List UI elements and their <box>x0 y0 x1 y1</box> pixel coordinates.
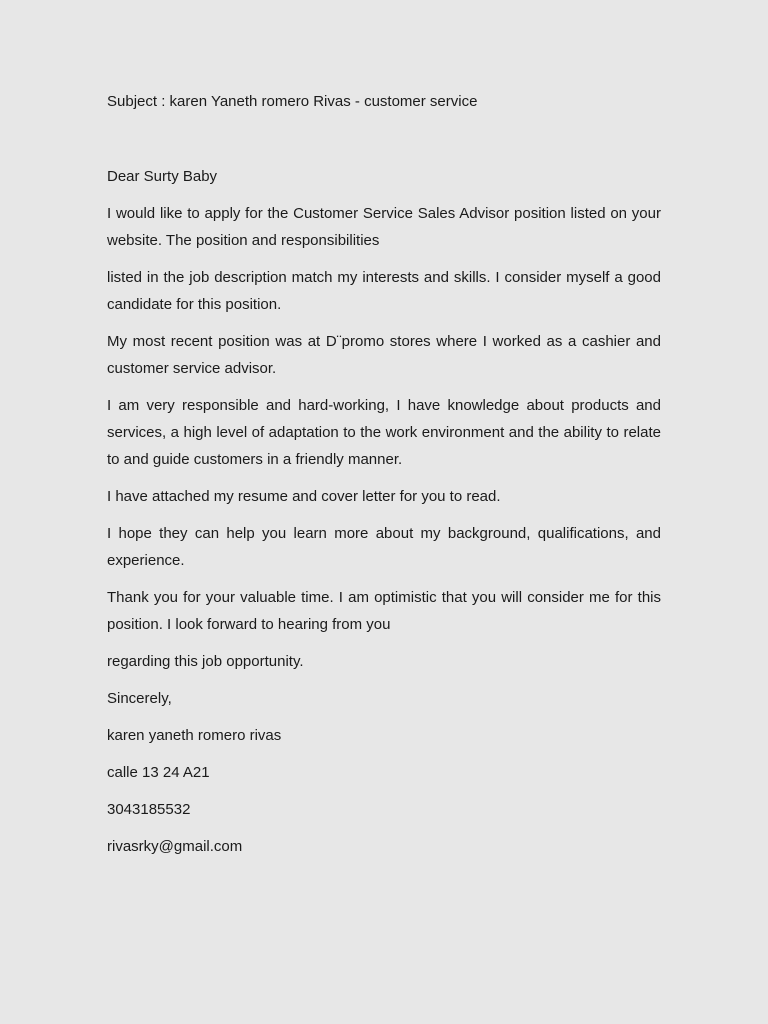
letter-paragraph-3: My most recent position was at D¨promo stores where I worked as a cashier and customer service advisor. <box>107 333 661 377</box>
signature-name: karen yaneth romero rivas <box>107 727 282 744</box>
letter-salutation: Dear Surty Baby <box>107 168 218 185</box>
letter-closing: Sincerely, <box>107 690 172 707</box>
letter-paragraph-4: I am very responsible and hard-working, I have knowledge about products and services, a high level of adaptation to the work environment and the ability to relate to and guide customers in a friendly manner. <box>107 397 661 468</box>
letter-subject: Subject : karen Yaneth romero Rivas - customer service <box>107 93 478 110</box>
signature-email: rivasrky@gmail.com <box>107 838 243 855</box>
letter-paragraph-8: regarding this job opportunity. <box>107 653 304 670</box>
letter-document <box>107 88 661 870</box>
letter-paragraph-7: Thank you for your valuable time. I am optimistic that you will consider me for this position. I look forward to hearing from you <box>107 589 661 633</box>
signature-phone: 3043185532 <box>107 801 191 818</box>
letter-paragraph-6: I hope they can help you learn more about my background, qualifications, and experience. <box>107 525 661 569</box>
letter-paragraph-5: I have attached my resume and cover letter for you to read. <box>107 488 501 505</box>
signature-address: calle 13 24 A21 <box>107 764 210 781</box>
letter-paragraph-1: I would like to apply for the Customer Service Sales Advisor position listed on your website. The position and responsibilities <box>107 205 661 249</box>
letter-paragraph-2: listed in the job description match my interests and skills. I consider myself a good candidate for this position. <box>107 269 661 313</box>
